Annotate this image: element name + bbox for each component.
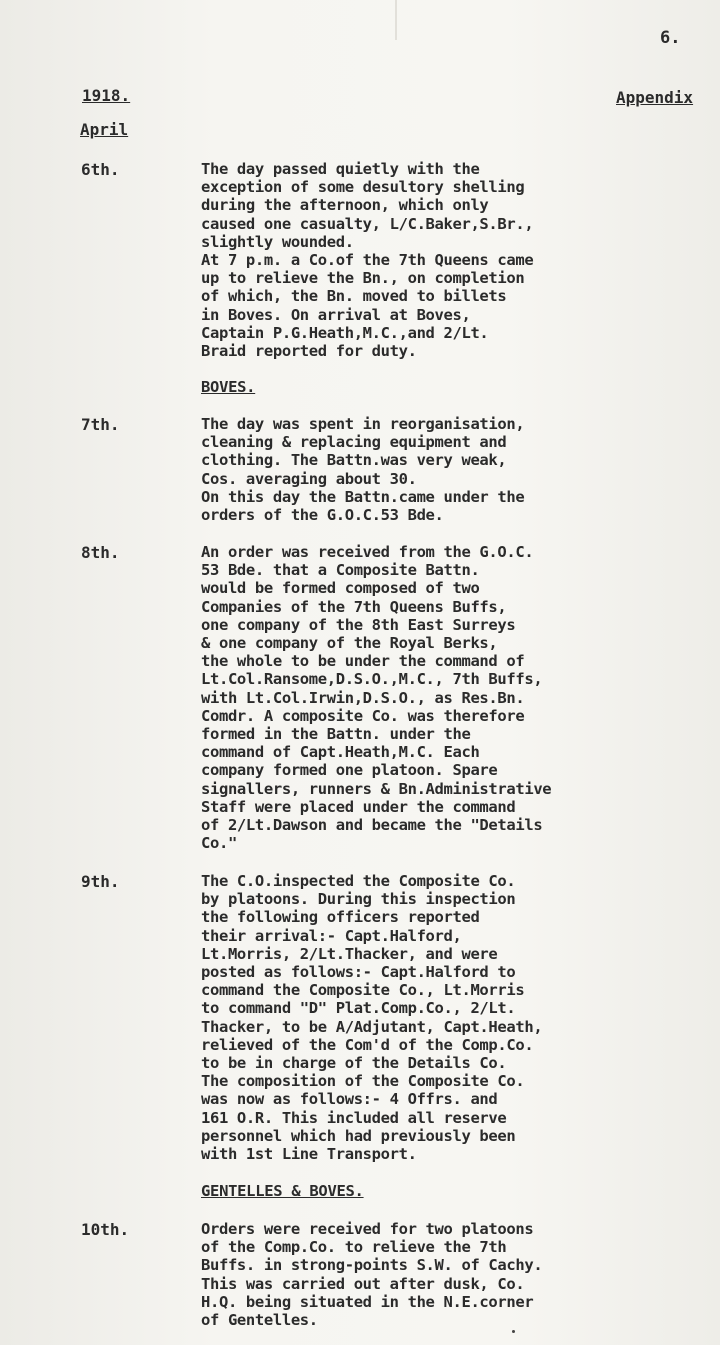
entry-line: Orders were received for two platoons [201, 1220, 534, 1238]
entry-line: relieved of the Com'd of the Comp.Co. [201, 1035, 534, 1054]
entry-line: 53 Bde. that a Composite Battn. [201, 561, 480, 580]
entry-line: At 7 p.m. a Co.of the 7th Queens came [201, 251, 534, 270]
entry-line: personnel which had previously been [201, 1126, 516, 1145]
entry-line: posted as follows:- Capt.Halford to [201, 963, 516, 982]
entry-line: Thacker, to be A/Adjutant, Capt.Heath, [201, 1017, 543, 1036]
entry-line: their arrival:- Capt.Halford, [201, 926, 462, 945]
entry-line: to be in charge of the Details Co. [201, 1054, 507, 1073]
appendix-heading: Appendix [616, 88, 694, 107]
entry-line: The day passed quietly with the [201, 160, 480, 178]
entry-line: by platoons. During this inspection [201, 890, 516, 909]
month-heading: April [80, 120, 129, 139]
entry-line: was now as follows:- 4 Offrs. and [201, 1090, 498, 1109]
entry-line: command of Capt.Heath,M.C. Each [201, 743, 480, 762]
entry-line: Comdr. A composite Co. was therefore [201, 706, 525, 725]
entry-line: The C.O.inspected the Composite Co. [201, 872, 516, 890]
entry-line: Co." [201, 834, 237, 853]
entry-line: On this day the Battn.came under the [201, 487, 525, 506]
entry-line: Braid reported for duty. [201, 342, 417, 361]
entry-text [201, 1220, 706, 1329]
entry-line: the whole to be under the command of [201, 652, 525, 671]
entry-line: to command "D" Plat.Comp.Co., 2/Lt. [201, 999, 516, 1018]
entry-date: 10th. [81, 1220, 130, 1239]
entry-date: 7th. [81, 415, 120, 434]
entry-line: slightly wounded. [201, 232, 354, 251]
entry-line: H.Q. being situated in the N.E.corner [201, 1292, 534, 1311]
entry-date: 9th. [81, 872, 120, 891]
entry-line: one company of the 8th East Surreys [201, 615, 516, 634]
entry-line: Staff were placed under the command [201, 797, 516, 816]
entry-line: formed in the Battn. under the [201, 725, 471, 744]
entry-date: 6th. [81, 160, 120, 179]
entry-text [201, 543, 706, 852]
entry-line: Companies of the 7th Queens Buffs, [201, 597, 507, 616]
entry-line: signallers, runners & Bn.Administrative [201, 779, 552, 798]
entry-date: 8th. [81, 543, 120, 562]
entry-text [201, 415, 706, 524]
entry-line: company formed one platoon. Spare [201, 761, 498, 780]
entry-line: of which, the Bn. moved to billets [201, 287, 507, 306]
entry-line: with Lt.Col.Irwin,D.S.O., as Res.Bn. [201, 688, 525, 707]
entry-line: Captain P.G.Heath,M.C.,and 2/Lt. [201, 323, 489, 342]
entry-line: & one company of the Royal Berks, [201, 634, 498, 653]
entry-line: the following officers reported [201, 908, 480, 927]
entry-line: of the Comp.Co. to relieve the 7th [201, 1238, 507, 1257]
entry-line: The day was spent in reorganisation, [201, 415, 525, 433]
entry-line: of Gentelles. [201, 1311, 318, 1330]
entry-line: clothing. The Battn.was very weak, [201, 451, 507, 470]
entry-text [201, 160, 706, 360]
entry-text [201, 872, 706, 1163]
entry-line: This was carried out after dusk, Co. [201, 1274, 525, 1293]
entry-line: command the Composite Co., Lt.Morris [201, 981, 525, 1000]
entry-line: 161 O.R. This included all reserve [201, 1108, 507, 1127]
entry-line: Buffs. in strong-points S.W. of Cachy. [201, 1256, 543, 1275]
entry-line: would be formed composed of two [201, 579, 480, 598]
year-heading: 1918. [82, 86, 131, 105]
entry-line: of 2/Lt.Dawson and became the "Details [201, 816, 543, 835]
entry-line: An order was received from the G.O.C. [201, 543, 534, 561]
entry-line: caused one casualty, L/C.Baker,S.Br., [201, 214, 534, 233]
entry-line: orders of the G.O.C.53 Bde. [201, 506, 444, 525]
entry-line: Lt.Morris, 2/Lt.Thacker, and were [201, 944, 498, 963]
ink-dot [512, 1330, 515, 1333]
entry-line: with 1st Line Transport. [201, 1145, 417, 1164]
entry-line: up to relieve the Bn., on completion [201, 269, 525, 288]
place-heading-boves: BOVES. [201, 378, 256, 396]
entry-line: The composition of the Composite Co. [201, 1072, 525, 1091]
entry-line: in Boves. On arrival at Boves, [201, 305, 471, 324]
entry-line: during the afternoon, which only [201, 196, 489, 215]
page-number: 6. [660, 28, 681, 48]
entry-line: exception of some desultory shelling [201, 178, 525, 197]
place-heading-gentelles-boves: GENTELLES & BOVES. [201, 1182, 364, 1200]
entry-line: cleaning & replacing equipment and [201, 433, 507, 452]
entry-line: Cos. averaging about 30. [201, 469, 417, 488]
paper-fold-mark [395, 0, 397, 40]
entry-line: Lt.Col.Ransome,D.S.O.,M.C., 7th Buffs, [201, 670, 543, 689]
